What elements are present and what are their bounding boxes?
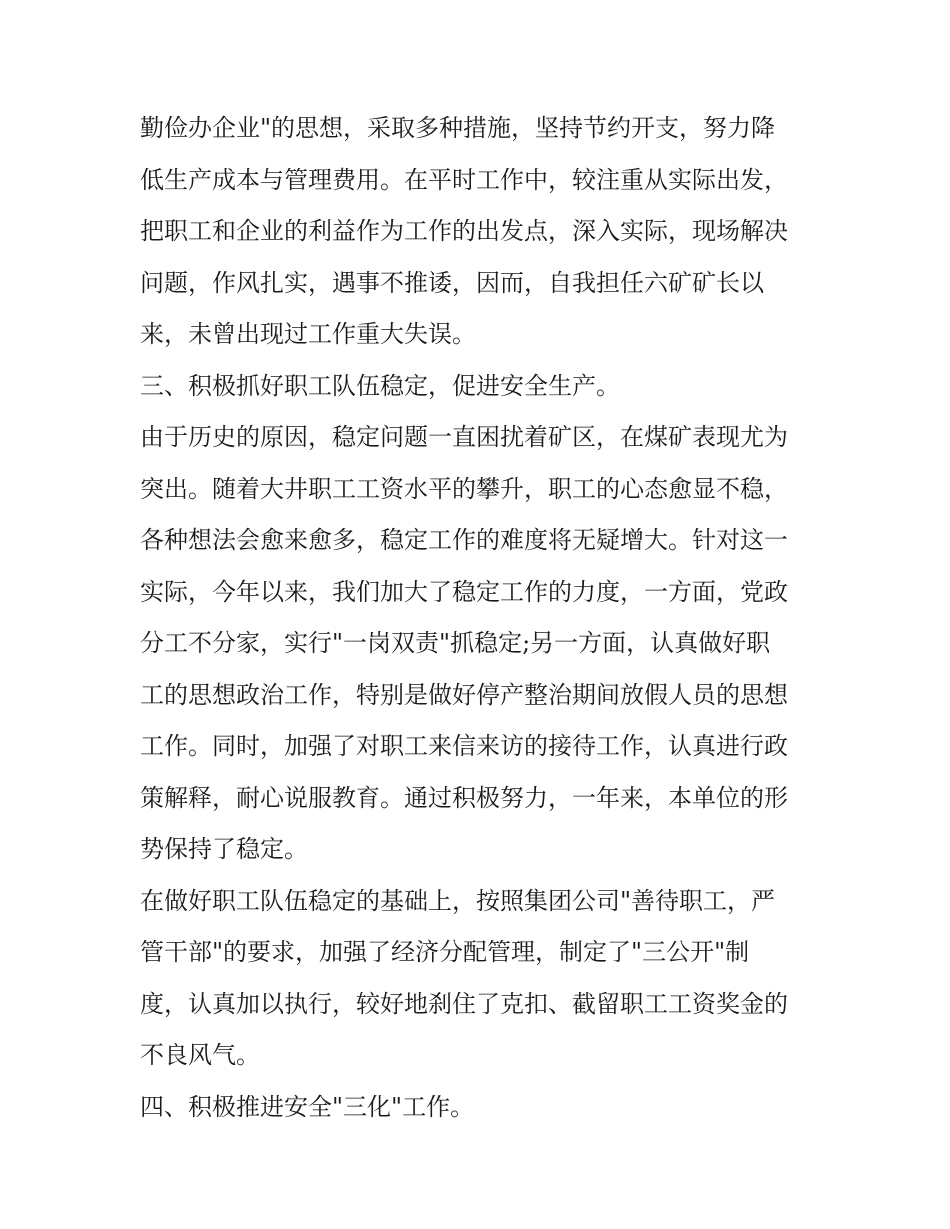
text-line: 度，认真加以执行，较好地刹住了克扣、截留职工工资奖金的 [140,989,788,1018]
text-line: 不良风气。 [140,1041,260,1069]
text-line: 问题，作风扎实，遇事不推诿，因而，自我担任六矿矿长以 [140,268,764,297]
text-line: 低生产成本与管理费用。在平时工作中，较注重从实际出发， [140,165,788,194]
text-line: 突出。随着大井职工工资水平的攀升，职工的心态愈显不稳， [140,474,788,503]
section-heading: 三、积极抓好职工队伍稳定，促进安全生产。 [140,371,620,400]
text-line: 工的思想政治工作，特别是做好停产整治期间放假人员的思想 [140,680,788,709]
text-line: 由于历史的原因，稳定问题一直困扰着矿区，在煤矿表现尤为 [140,423,788,451]
section-heading: 四、积极推进安全"三化"工作。 [140,1092,475,1121]
text-line: 来，未曾出现过工作重大失误。 [140,320,476,348]
text-line: 勤俭办企业"的思想，采取多种措施，坚持节约开支，努力降 [140,114,776,142]
text-line: 实际，今年以来，我们加大了稳定工作的力度，一方面，党政 [140,577,788,606]
text-line: 策解释，耐心说服教育。通过积极努力，一年来，本单位的形 [140,783,788,812]
document-body [140,103,820,1133]
text-line: 工作。同时，加强了对职工来信来访的接待工作，认真进行政 [140,732,788,760]
text-line: 分工不分家，实行"一岗双责"抓稳定;另一方面，认真做好职 [140,629,771,657]
text-line: 势保持了稳定。 [140,835,308,863]
text-line: 把职工和企业的利益作为工作的出发点，深入实际，现场解决 [140,217,788,245]
text-line: 管干部"的要求，加强了经济分配管理，制定了"三公开"制 [140,938,750,966]
text-line: 各种想法会愈来愈多，稳定工作的难度将无疑增大。针对这一 [140,526,788,554]
text-line: 在做好职工队伍稳定的基础上，按照集团公司"善待职工，严 [140,886,776,915]
